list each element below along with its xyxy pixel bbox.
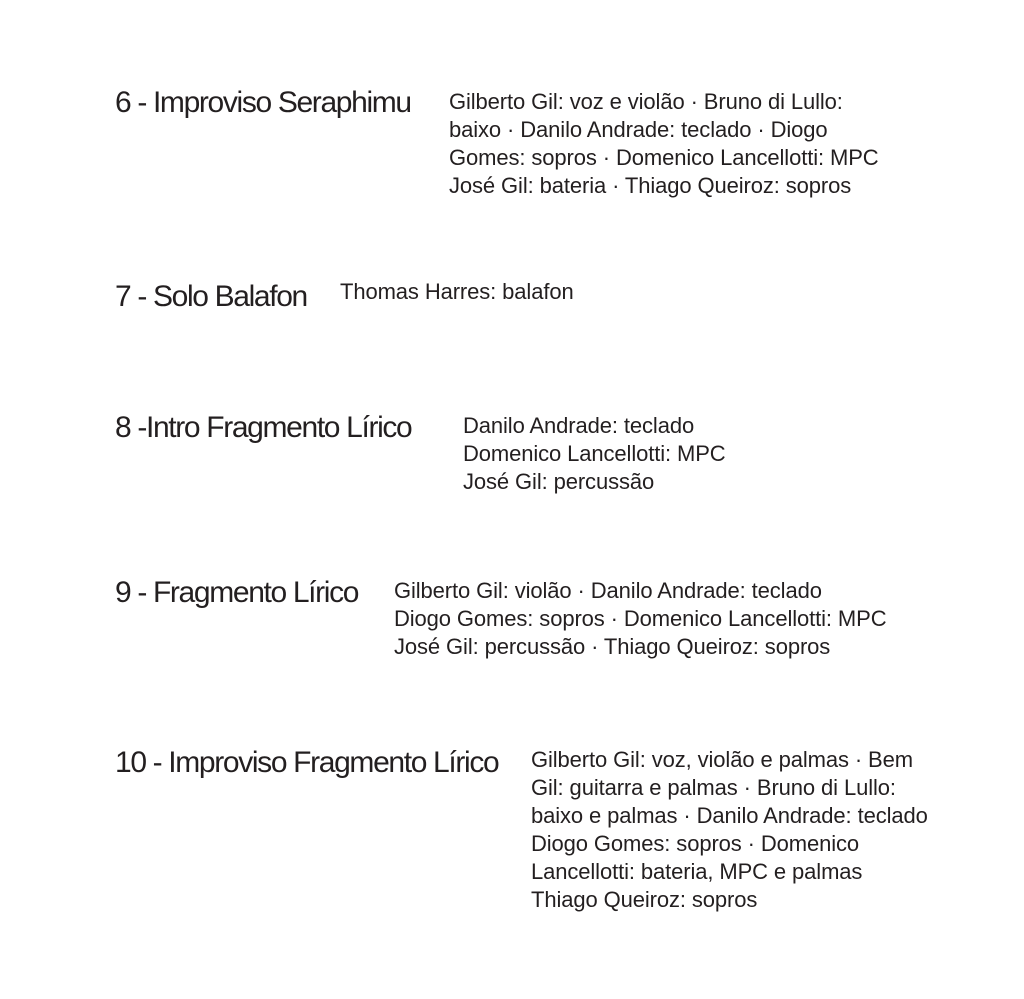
- credit-line: Gomes: sopros · Domenico Lancellotti: MPC: [449, 145, 879, 170]
- credit-line: Gilberto Gil: voz e violão · Bruno di Lullo:: [449, 89, 843, 114]
- credit-line: Gilberto Gil: voz, violão e palmas · Bem: [531, 747, 913, 772]
- credit-line: José Gil: bateria · Thiago Queiroz: sopros: [449, 173, 852, 198]
- credit-line: Thiago Queiroz: sopros: [531, 887, 758, 912]
- track-credits: [394, 577, 886, 661]
- track-title: 6 - Improviso Seraphimu: [115, 86, 411, 119]
- track-credits: [531, 746, 928, 914]
- credit-line: Gilberto Gil: violão · Danilo Andrade: teclado: [394, 578, 822, 603]
- credit-line: Lancellotti: bateria, MPC e palmas: [531, 859, 863, 884]
- track-credits: [340, 278, 574, 306]
- track-title: 7 - Solo Balafon: [115, 280, 307, 313]
- credit-line: José Gil: percussão: [463, 469, 655, 494]
- track-title: 9 - Fragmento Lírico: [115, 576, 359, 609]
- track-title: 8 -Intro Fragmento Lírico: [115, 411, 412, 444]
- track-title: 10 - Improviso Fragmento Lírico: [115, 746, 499, 779]
- credit-line: Danilo Andrade: teclado: [463, 413, 695, 438]
- track-credits: [463, 412, 726, 496]
- credit-line: Diogo Gomes: sopros · Domenico: [531, 831, 860, 856]
- credit-line: baixo · Danilo Andrade: teclado · Diogo: [449, 117, 828, 142]
- credit-line: Gil: guitarra e palmas · Bruno di Lullo:: [531, 775, 896, 800]
- track-credits: [449, 88, 879, 200]
- credit-line: Diogo Gomes: sopros · Domenico Lancellotti: MPC: [394, 606, 887, 631]
- credit-line: Domenico Lancellotti: MPC: [463, 441, 726, 466]
- credit-line: Thomas Harres: balafon: [340, 279, 574, 304]
- credit-line: José Gil: percussão · Thiago Queiroz: sopros: [394, 634, 831, 659]
- credit-line: baixo e palmas · Danilo Andrade: teclado: [531, 803, 928, 828]
